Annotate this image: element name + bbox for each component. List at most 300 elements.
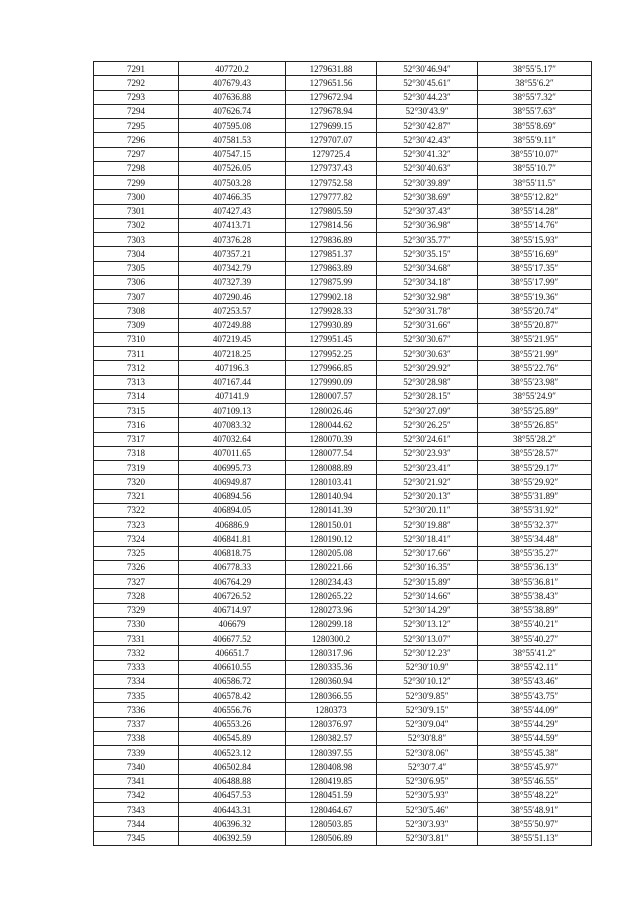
- y-coordinate-cell: 1279631.88: [286, 62, 377, 76]
- point-number-cell: 7313: [94, 375, 179, 389]
- x-coordinate-cell: 406545.89: [179, 731, 286, 745]
- point-number-cell: 7335: [94, 689, 179, 703]
- longitude-cell: 38°55′38.89″: [478, 603, 592, 617]
- point-number-cell: 7305: [94, 261, 179, 275]
- y-coordinate-cell: 1279737.43: [286, 161, 377, 175]
- x-coordinate-cell: 407219.45: [179, 332, 286, 346]
- longitude-cell: 38°55′12.82″: [478, 190, 592, 204]
- point-number-cell: 7291: [94, 62, 179, 76]
- latitude-cell: 52°30′16.35″: [377, 560, 478, 574]
- latitude-cell: 52°30′9.04″: [377, 717, 478, 731]
- point-number-cell: 7342: [94, 788, 179, 802]
- latitude-cell: 52°30′8.8″: [377, 731, 478, 745]
- y-coordinate-cell: 1280234.43: [286, 575, 377, 589]
- latitude-cell: 52°30′13.12″: [377, 617, 478, 631]
- table-row: [94, 831, 592, 845]
- table-row: [94, 446, 592, 460]
- y-coordinate-cell: 1279672.94: [286, 90, 377, 104]
- table-row: [94, 603, 592, 617]
- table-row: [94, 147, 592, 161]
- y-coordinate-cell: 1279990.09: [286, 375, 377, 389]
- point-number-cell: 7315: [94, 404, 179, 418]
- y-coordinate-cell: 1279725.4: [286, 147, 377, 161]
- y-coordinate-cell: 1279651.56: [286, 76, 377, 90]
- longitude-cell: 38°55′44.09″: [478, 703, 592, 717]
- y-coordinate-cell: 1279814.56: [286, 218, 377, 232]
- latitude-cell: 52°30′3.93″: [377, 817, 478, 831]
- point-number-cell: 7310: [94, 332, 179, 346]
- latitude-cell: 52°30′31.66″: [377, 318, 478, 332]
- table-row: [94, 133, 592, 147]
- x-coordinate-cell: 407083.32: [179, 418, 286, 432]
- point-number-cell: 7304: [94, 247, 179, 261]
- x-coordinate-cell: 407626.74: [179, 104, 286, 118]
- y-coordinate-cell: 1280265.22: [286, 589, 377, 603]
- y-coordinate-cell: 1279952.25: [286, 347, 377, 361]
- x-coordinate-cell: 407167.44: [179, 375, 286, 389]
- y-coordinate-cell: 1280503.85: [286, 817, 377, 831]
- x-coordinate-cell: 406818.75: [179, 546, 286, 560]
- latitude-cell: 52°30′9.15″: [377, 703, 478, 717]
- latitude-cell: 52°30′26.25″: [377, 418, 478, 432]
- table-row: [94, 546, 592, 560]
- longitude-cell: 38°55′42.11″: [478, 660, 592, 674]
- longitude-cell: 38°55′19.36″: [478, 290, 592, 304]
- longitude-cell: 38°55′28.57″: [478, 446, 592, 460]
- y-coordinate-cell: 1280299.18: [286, 617, 377, 631]
- table-row: [94, 290, 592, 304]
- x-coordinate-cell: 407526.05: [179, 161, 286, 175]
- x-coordinate-cell: 407636.88: [179, 90, 286, 104]
- y-coordinate-cell: 1279777.82: [286, 190, 377, 204]
- latitude-cell: 52°30′30.63″: [377, 347, 478, 361]
- latitude-cell: 52°30′38.69″: [377, 190, 478, 204]
- coordinate-table: [93, 61, 592, 846]
- latitude-cell: 52°30′42.43″: [377, 133, 478, 147]
- longitude-cell: 38°55′35.27″: [478, 546, 592, 560]
- table-row: [94, 90, 592, 104]
- longitude-cell: 38°55′48.22″: [478, 788, 592, 802]
- table-row: [94, 161, 592, 175]
- latitude-cell: 52°30′23.93″: [377, 446, 478, 460]
- point-number-cell: 7296: [94, 133, 179, 147]
- table-row: [94, 375, 592, 389]
- y-coordinate-cell: 1280140.94: [286, 489, 377, 503]
- longitude-cell: 38°55′17.99″: [478, 275, 592, 289]
- latitude-cell: 52°30′8.06″: [377, 746, 478, 760]
- x-coordinate-cell: 406894.05: [179, 503, 286, 517]
- longitude-cell: 38°55′51.13″: [478, 831, 592, 845]
- point-number-cell: 7293: [94, 90, 179, 104]
- x-coordinate-cell: 406610.55: [179, 660, 286, 674]
- y-coordinate-cell: 1279930.89: [286, 318, 377, 332]
- x-coordinate-cell: 406995.73: [179, 461, 286, 475]
- table-row: [94, 503, 592, 517]
- point-number-cell: 7298: [94, 161, 179, 175]
- point-number-cell: 7337: [94, 717, 179, 731]
- x-coordinate-cell: 406886.9: [179, 518, 286, 532]
- x-coordinate-cell: 406392.59: [179, 831, 286, 845]
- y-coordinate-cell: 1279902.18: [286, 290, 377, 304]
- x-coordinate-cell: 407011.65: [179, 446, 286, 460]
- y-coordinate-cell: 1280373: [286, 703, 377, 717]
- y-coordinate-cell: 1279966.85: [286, 361, 377, 375]
- longitude-cell: 38°55′40.21″: [478, 617, 592, 631]
- point-number-cell: 7322: [94, 503, 179, 517]
- latitude-cell: 52°30′5.93″: [377, 788, 478, 802]
- point-number-cell: 7316: [94, 418, 179, 432]
- table-row: [94, 817, 592, 831]
- latitude-cell: 52°30′21.92″: [377, 475, 478, 489]
- table-row: [94, 674, 592, 688]
- longitude-cell: 38°55′9.11″: [478, 133, 592, 147]
- table-row: [94, 760, 592, 774]
- latitude-cell: 52°30′20.13″: [377, 489, 478, 503]
- table-row: [94, 717, 592, 731]
- x-coordinate-cell: 406677.52: [179, 632, 286, 646]
- longitude-cell: 38°55′10.7″: [478, 161, 592, 175]
- longitude-cell: 38°55′7.63″: [478, 104, 592, 118]
- point-number-cell: 7340: [94, 760, 179, 774]
- point-number-cell: 7336: [94, 703, 179, 717]
- table-row: [94, 119, 592, 133]
- x-coordinate-cell: 407141.9: [179, 389, 286, 403]
- x-coordinate-cell: 407720.2: [179, 62, 286, 76]
- table-row: [94, 104, 592, 118]
- y-coordinate-cell: 1280300.2: [286, 632, 377, 646]
- x-coordinate-cell: 407196.3: [179, 361, 286, 375]
- y-coordinate-cell: 1279875.99: [286, 275, 377, 289]
- latitude-cell: 52°30′14.66″: [377, 589, 478, 603]
- point-number-cell: 7309: [94, 318, 179, 332]
- latitude-cell: 52°30′19.88″: [377, 518, 478, 532]
- x-coordinate-cell: 406764.29: [179, 575, 286, 589]
- table-row: [94, 632, 592, 646]
- latitude-cell: 52°30′27.09″: [377, 404, 478, 418]
- longitude-cell: 38°55′41.2″: [478, 646, 592, 660]
- latitude-cell: 52°30′15.89″: [377, 575, 478, 589]
- y-coordinate-cell: 1279928.33: [286, 304, 377, 318]
- x-coordinate-cell: 406396.32: [179, 817, 286, 831]
- table-row: [94, 190, 592, 204]
- y-coordinate-cell: 1280221.66: [286, 560, 377, 574]
- table-row: [94, 347, 592, 361]
- table-row: [94, 176, 592, 190]
- point-number-cell: 7327: [94, 575, 179, 589]
- x-coordinate-cell: 407376.28: [179, 233, 286, 247]
- table-row: [94, 432, 592, 446]
- longitude-cell: 38°55′45.97″: [478, 760, 592, 774]
- longitude-cell: 38°55′24.9″: [478, 389, 592, 403]
- y-coordinate-cell: 1279951.45: [286, 332, 377, 346]
- y-coordinate-cell: 1280026.46: [286, 404, 377, 418]
- longitude-cell: 38°55′6.2″: [478, 76, 592, 90]
- longitude-cell: 38°55′25.89″: [478, 404, 592, 418]
- latitude-cell: 52°30′28.15″: [377, 389, 478, 403]
- point-number-cell: 7297: [94, 147, 179, 161]
- longitude-cell: 38°55′21.95″: [478, 332, 592, 346]
- table-row: [94, 304, 592, 318]
- y-coordinate-cell: 1280506.89: [286, 831, 377, 845]
- y-coordinate-cell: 1280366.55: [286, 689, 377, 703]
- x-coordinate-cell: 407413.71: [179, 218, 286, 232]
- table-row: [94, 788, 592, 802]
- point-number-cell: 7311: [94, 347, 179, 361]
- longitude-cell: 38°55′26.85″: [478, 418, 592, 432]
- latitude-cell: 52°30′3.81″: [377, 831, 478, 845]
- table-row: [94, 404, 592, 418]
- longitude-cell: 38°55′34.48″: [478, 532, 592, 546]
- point-number-cell: 7292: [94, 76, 179, 90]
- point-number-cell: 7303: [94, 233, 179, 247]
- x-coordinate-cell: 406523.12: [179, 746, 286, 760]
- point-number-cell: 7320: [94, 475, 179, 489]
- longitude-cell: 38°55′36.81″: [478, 575, 592, 589]
- point-number-cell: 7325: [94, 546, 179, 560]
- table-row: [94, 532, 592, 546]
- longitude-cell: 38°55′14.28″: [478, 204, 592, 218]
- longitude-cell: 38°55′23.98″: [478, 375, 592, 389]
- x-coordinate-cell: 406714.97: [179, 603, 286, 617]
- x-coordinate-cell: 406949.87: [179, 475, 286, 489]
- y-coordinate-cell: 1280141.39: [286, 503, 377, 517]
- latitude-cell: 52°30′34.68″: [377, 261, 478, 275]
- latitude-cell: 52°30′31.78″: [377, 304, 478, 318]
- y-coordinate-cell: 1279678.94: [286, 104, 377, 118]
- x-coordinate-cell: 407466.35: [179, 190, 286, 204]
- x-coordinate-cell: 407357.21: [179, 247, 286, 261]
- y-coordinate-cell: 1280150.01: [286, 518, 377, 532]
- x-coordinate-cell: 406556.76: [179, 703, 286, 717]
- y-coordinate-cell: 1280190.12: [286, 532, 377, 546]
- point-number-cell: 7328: [94, 589, 179, 603]
- x-coordinate-cell: 407109.13: [179, 404, 286, 418]
- latitude-cell: 52°30′7.4″: [377, 760, 478, 774]
- x-coordinate-cell: 406488.88: [179, 774, 286, 788]
- table-row: [94, 774, 592, 788]
- table-row: [94, 803, 592, 817]
- table-row: [94, 261, 592, 275]
- table-row: [94, 318, 592, 332]
- point-number-cell: 7300: [94, 190, 179, 204]
- y-coordinate-cell: 1280103.41: [286, 475, 377, 489]
- point-number-cell: 7324: [94, 532, 179, 546]
- longitude-cell: 38°55′20.87″: [478, 318, 592, 332]
- point-number-cell: 7299: [94, 176, 179, 190]
- longitude-cell: 38°55′45.38″: [478, 746, 592, 760]
- latitude-cell: 52°30′30.67″: [377, 332, 478, 346]
- y-coordinate-cell: 1280273.96: [286, 603, 377, 617]
- point-number-cell: 7343: [94, 803, 179, 817]
- y-coordinate-cell: 1280205.08: [286, 546, 377, 560]
- longitude-cell: 38°55′15.93″: [478, 233, 592, 247]
- latitude-cell: 52°30′32.98″: [377, 290, 478, 304]
- latitude-cell: 52°30′17.66″: [377, 546, 478, 560]
- longitude-cell: 38°55′28.2″: [478, 432, 592, 446]
- point-number-cell: 7333: [94, 660, 179, 674]
- longitude-cell: 38°55′43.75″: [478, 689, 592, 703]
- point-number-cell: 7307: [94, 290, 179, 304]
- table-row: [94, 703, 592, 717]
- point-number-cell: 7345: [94, 831, 179, 845]
- point-number-cell: 7302: [94, 218, 179, 232]
- table-row: [94, 247, 592, 261]
- y-coordinate-cell: 1280419.85: [286, 774, 377, 788]
- latitude-cell: 52°30′35.77″: [377, 233, 478, 247]
- y-coordinate-cell: 1280044.62: [286, 418, 377, 432]
- table-row: [94, 361, 592, 375]
- table-row: [94, 617, 592, 631]
- table-row: [94, 518, 592, 532]
- longitude-cell: 38°55′22.76″: [478, 361, 592, 375]
- latitude-cell: 52°30′14.29″: [377, 603, 478, 617]
- x-coordinate-cell: 407595.08: [179, 119, 286, 133]
- y-coordinate-cell: 1279851.37: [286, 247, 377, 261]
- table-row: [94, 461, 592, 475]
- point-number-cell: 7306: [94, 275, 179, 289]
- y-coordinate-cell: 1279752.58: [286, 176, 377, 190]
- point-number-cell: 7317: [94, 432, 179, 446]
- table-row: [94, 62, 592, 76]
- latitude-cell: 52°30′20.11″: [377, 503, 478, 517]
- point-number-cell: 7330: [94, 617, 179, 631]
- table-row: [94, 575, 592, 589]
- table-row: [94, 660, 592, 674]
- x-coordinate-cell: 407327.39: [179, 275, 286, 289]
- longitude-cell: 38°55′20.74″: [478, 304, 592, 318]
- y-coordinate-cell: 1279707.07: [286, 133, 377, 147]
- table-row: [94, 418, 592, 432]
- latitude-cell: 52°30′23.41″: [377, 461, 478, 475]
- latitude-cell: 52°30′43.9″: [377, 104, 478, 118]
- longitude-cell: 38°55′7.32″: [478, 90, 592, 104]
- table-row: [94, 204, 592, 218]
- x-coordinate-cell: 407249.88: [179, 318, 286, 332]
- x-coordinate-cell: 406841.81: [179, 532, 286, 546]
- x-coordinate-cell: 407547.15: [179, 147, 286, 161]
- y-coordinate-cell: 1280408.98: [286, 760, 377, 774]
- table-row: [94, 731, 592, 745]
- x-coordinate-cell: 406586.72: [179, 674, 286, 688]
- x-coordinate-cell: 407581.53: [179, 133, 286, 147]
- point-number-cell: 7301: [94, 204, 179, 218]
- longitude-cell: 38°55′40.27″: [478, 632, 592, 646]
- longitude-cell: 38°55′5.17″: [478, 62, 592, 76]
- table-row: [94, 275, 592, 289]
- point-number-cell: 7308: [94, 304, 179, 318]
- latitude-cell: 52°30′9.85″: [377, 689, 478, 703]
- latitude-cell: 52°30′35.15″: [377, 247, 478, 261]
- y-coordinate-cell: 1280464.67: [286, 803, 377, 817]
- longitude-cell: 38°55′46.55″: [478, 774, 592, 788]
- latitude-cell: 52°30′46.94″: [377, 62, 478, 76]
- y-coordinate-cell: 1280335.36: [286, 660, 377, 674]
- y-coordinate-cell: 1280451.59: [286, 788, 377, 802]
- latitude-cell: 52°30′6.95″: [377, 774, 478, 788]
- table-row: [94, 389, 592, 403]
- y-coordinate-cell: 1279836.89: [286, 233, 377, 247]
- table-row: [94, 689, 592, 703]
- y-coordinate-cell: 1279699.15: [286, 119, 377, 133]
- x-coordinate-cell: 407503.28: [179, 176, 286, 190]
- latitude-cell: 52°30′10.12″: [377, 674, 478, 688]
- longitude-cell: 38°55′21.99″: [478, 347, 592, 361]
- table-row: [94, 332, 592, 346]
- y-coordinate-cell: 1280070.39: [286, 432, 377, 446]
- x-coordinate-cell: 406726.52: [179, 589, 286, 603]
- latitude-cell: 52°30′13.07″: [377, 632, 478, 646]
- y-coordinate-cell: 1279863.89: [286, 261, 377, 275]
- point-number-cell: 7329: [94, 603, 179, 617]
- latitude-cell: 52°30′45.61″: [377, 76, 478, 90]
- latitude-cell: 52°30′5.46″: [377, 803, 478, 817]
- x-coordinate-cell: 407427.43: [179, 204, 286, 218]
- point-number-cell: 7331: [94, 632, 179, 646]
- longitude-cell: 38°55′44.59″: [478, 731, 592, 745]
- latitude-cell: 52°30′29.92″: [377, 361, 478, 375]
- point-number-cell: 7312: [94, 361, 179, 375]
- longitude-cell: 38°55′32.37″: [478, 518, 592, 532]
- y-coordinate-cell: 1280088.89: [286, 461, 377, 475]
- latitude-cell: 52°30′18.41″: [377, 532, 478, 546]
- table-row: [94, 76, 592, 90]
- point-number-cell: 7338: [94, 731, 179, 745]
- point-number-cell: 7339: [94, 746, 179, 760]
- table-row: [94, 560, 592, 574]
- point-number-cell: 7319: [94, 461, 179, 475]
- x-coordinate-cell: 407342.79: [179, 261, 286, 275]
- latitude-cell: 52°30′37.43″: [377, 204, 478, 218]
- x-coordinate-cell: 406651.7: [179, 646, 286, 660]
- point-number-cell: 7334: [94, 674, 179, 688]
- x-coordinate-cell: 406553.26: [179, 717, 286, 731]
- table-row: [94, 589, 592, 603]
- latitude-cell: 52°30′39.89″: [377, 176, 478, 190]
- latitude-cell: 52°30′34.18″: [377, 275, 478, 289]
- longitude-cell: 38°55′48.91″: [478, 803, 592, 817]
- longitude-cell: 38°55′10.07″: [478, 147, 592, 161]
- longitude-cell: 38°55′17.35″: [478, 261, 592, 275]
- point-number-cell: 7344: [94, 817, 179, 831]
- table-body: [94, 62, 592, 846]
- x-coordinate-cell: 406778.33: [179, 560, 286, 574]
- x-coordinate-cell: 407679.43: [179, 76, 286, 90]
- point-number-cell: 7318: [94, 446, 179, 460]
- latitude-cell: 52°30′12.23″: [377, 646, 478, 660]
- point-number-cell: 7332: [94, 646, 179, 660]
- y-coordinate-cell: 1279805.59: [286, 204, 377, 218]
- point-number-cell: 7341: [94, 774, 179, 788]
- latitude-cell: 52°30′42.87″: [377, 119, 478, 133]
- y-coordinate-cell: 1280360.94: [286, 674, 377, 688]
- latitude-cell: 52°30′40.63″: [377, 161, 478, 175]
- longitude-cell: 38°55′36.13″: [478, 560, 592, 574]
- point-number-cell: 7294: [94, 104, 179, 118]
- latitude-cell: 52°30′44.23″: [377, 90, 478, 104]
- table-row: [94, 218, 592, 232]
- table-row: [94, 233, 592, 247]
- y-coordinate-cell: 1280317.96: [286, 646, 377, 660]
- longitude-cell: 38°55′50.97″: [478, 817, 592, 831]
- x-coordinate-cell: 407253.57: [179, 304, 286, 318]
- x-coordinate-cell: 407290.46: [179, 290, 286, 304]
- longitude-cell: 38°55′29.17″: [478, 461, 592, 475]
- table-row: [94, 475, 592, 489]
- y-coordinate-cell: 1280376.97: [286, 717, 377, 731]
- longitude-cell: 38°55′14.76″: [478, 218, 592, 232]
- longitude-cell: 38°55′43.46″: [478, 674, 592, 688]
- x-coordinate-cell: 406578.42: [179, 689, 286, 703]
